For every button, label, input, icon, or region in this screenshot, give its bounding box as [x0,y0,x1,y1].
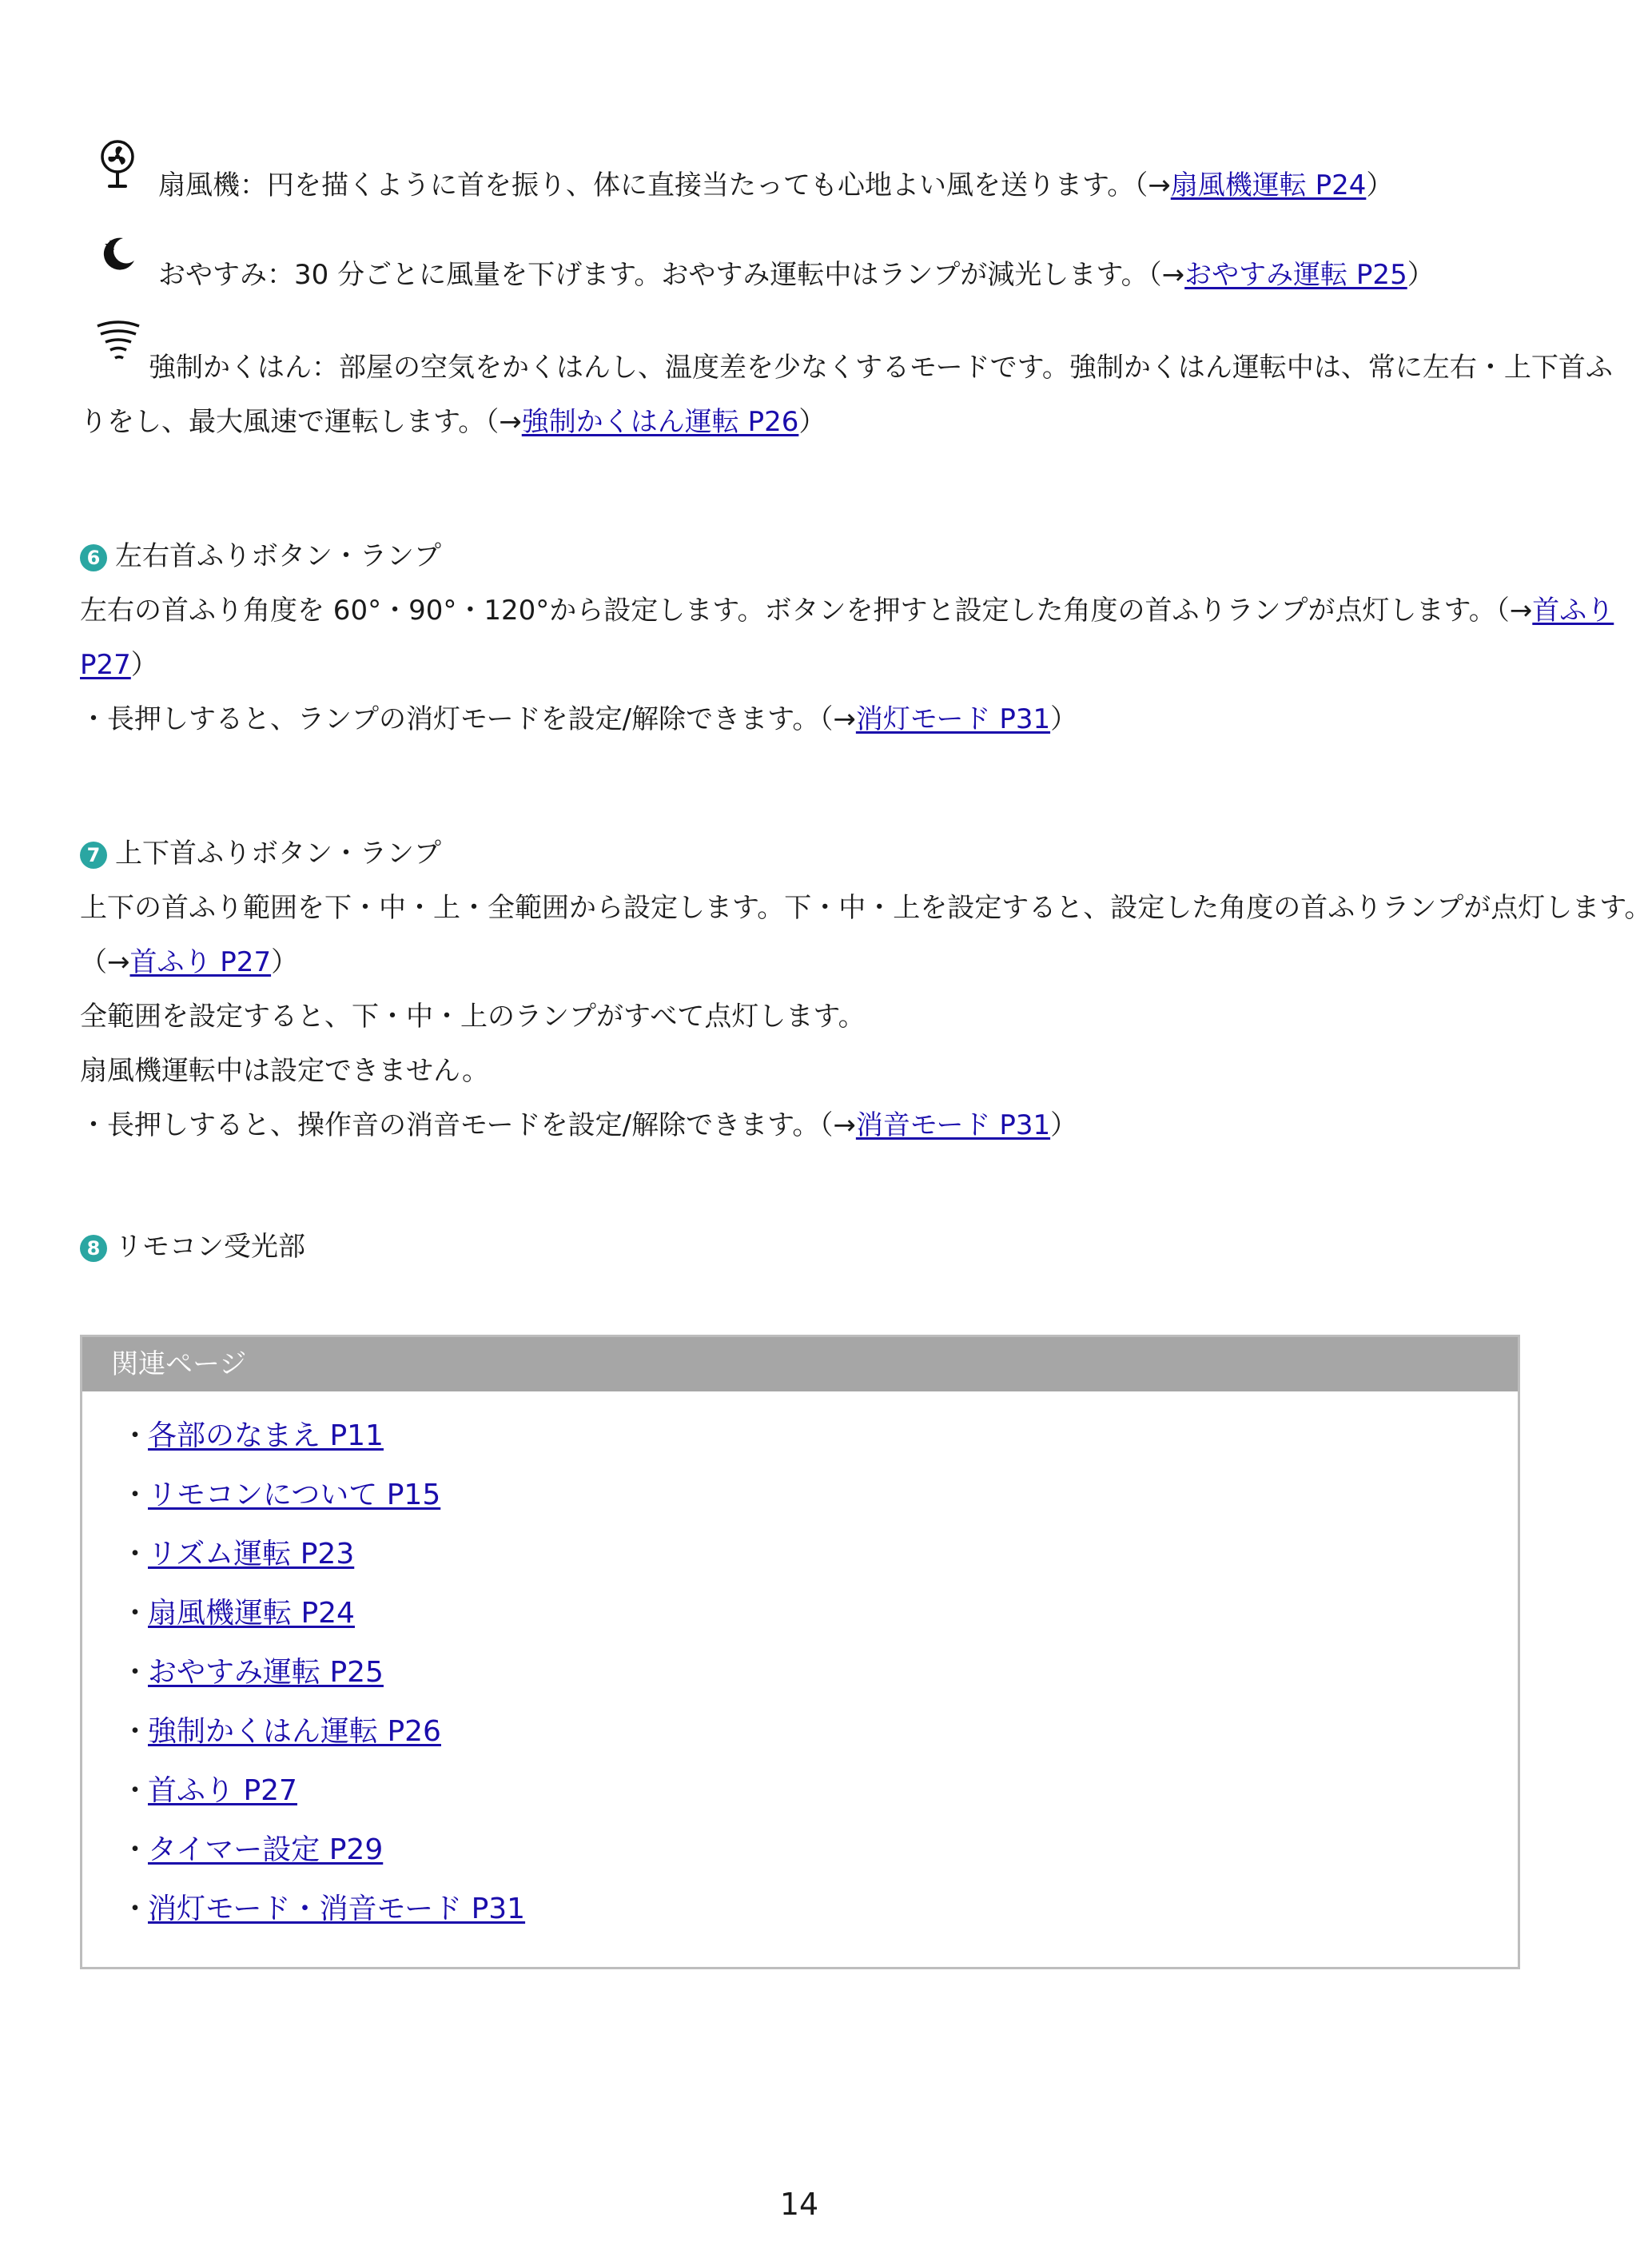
link-swing-p27[interactable]: 首ふり P27 [129,946,272,978]
bullet: ・ [121,1774,150,1807]
link-light-off-mode-p31[interactable]: 消灯モード P31 [855,703,1051,735]
section-7-line1: 上下の首ふり範囲を下・中・上・全範囲から設定します。下・中・上を設定すると、設定した角度の首ふりランプが点灯します。 [80,892,1652,924]
mode-fan-text: 扇風機：円を描くように首を振り、体に直接当たっても心地よい風を送ります。（→ [158,169,1171,201]
section-7-title: 上下首ふりボタン・ランプ [115,838,441,870]
whirlwind-icon [93,320,144,366]
section-8-number-badge: 8 [80,1235,107,1262]
bullet: ・ [121,1893,150,1925]
related-page-item [121,1535,354,1574]
section-7-line5 [80,1106,1077,1144]
section-7-open2: （→ [80,946,130,978]
mode-strong-line1: 強制かくはん：部屋の空気をかくはんし、温度差を少なくするモードです。強制かくはん運転中は、常に左右・上下首ふ [149,352,1613,384]
moon-star-icon [99,233,139,273]
related-page-link[interactable]: 強制かくはん運転 P26 [148,1715,441,1748]
section-7-close5: ） [1050,1109,1078,1141]
related-page-link[interactable]: おやすみ運転 P25 [148,1656,384,1689]
related-page-item [121,1713,441,1751]
bullet: ・ [121,1833,150,1866]
bullet: ・ [121,1597,150,1630]
section-6-heading [80,537,441,575]
related-page-link[interactable]: 各部のなまえ P11 [148,1419,384,1452]
related-page-link[interactable]: リモコンについて P15 [148,1479,441,1511]
related-page-item [121,1594,355,1633]
related-page-item [121,1831,383,1869]
link-mute-mode-p31[interactable]: 消音モード P31 [855,1109,1051,1141]
section-7-line2 [80,943,298,981]
mode-fan-close: ） [1366,169,1394,201]
related-page-item [121,1417,384,1455]
related-pages-header: 関連ページ [82,1337,1518,1391]
related-page-item [121,1476,440,1515]
bullet: ・ [121,1419,150,1452]
mode-strong-text: りをし、最大風速で運転します。（→ [80,406,522,438]
mode-strong-line2 [80,403,826,441]
section-6-text1: 左右の首ふり角度を 60°・90°・120°から設定します。ボタンを押すと設定した角度の首ふりランプが点灯します。（→ [80,595,1533,627]
link-sleep-mode-p25[interactable]: おやすみ運転 P25 [1184,259,1407,291]
section-6-close1: ） [130,649,158,681]
mode-strong-close: ） [798,406,826,438]
related-page-link[interactable]: リズム運転 P23 [148,1538,355,1570]
section-7-text5: ・長押しすると、操作音の消音モードを設定/解除できます。（→ [80,1109,856,1141]
related-page-link[interactable]: タイマー設定 P29 [148,1833,384,1866]
link-swing-p27-part1[interactable]: 首ふり [1532,595,1614,627]
section-6-text2: ・長押しすると、ランプの消灯モードを設定/解除できます。（→ [80,703,856,735]
bullet: ・ [121,1656,150,1689]
section-7-close2: ） [271,946,299,978]
related-page-link[interactable]: 消灯モード・消音モード P31 [148,1893,526,1925]
section-6-line1-cont [80,646,158,684]
section-7-number-badge: 7 [80,842,107,869]
section-6-line2 [80,700,1077,738]
link-swing-p27-part2[interactable]: P27 [80,649,131,681]
section-6-line1 [80,591,1614,630]
link-strong-mode-p26[interactable]: 強制かくはん運転 P26 [521,406,799,438]
desk-fan-icon [98,139,137,192]
page-number: 14 [779,2187,819,2222]
bullet: ・ [121,1715,150,1748]
section-6-title: 左右首ふりボタン・ランプ [115,540,441,572]
bullet: ・ [121,1479,150,1511]
related-page-item [121,1654,384,1692]
section-6-close2: ） [1050,703,1078,735]
section-8-heading [80,1228,305,1266]
related-page-link[interactable]: 扇風機運転 P24 [148,1597,355,1630]
section-6-number-badge: 6 [80,544,107,571]
section-7-line4: 扇風機運転中は設定できません。 [80,1055,490,1087]
related-pages-box [80,1335,1520,1969]
section-7-line3: 全範囲を設定すると、下・中・上のランプがすべて点灯します。 [80,1001,866,1033]
section-8-title: リモコン受光部 [115,1231,305,1263]
related-page-item [121,1772,297,1810]
related-page-link[interactable]: 首ふり P27 [148,1774,297,1807]
link-fan-mode-p24[interactable]: 扇風機運転 P24 [1170,169,1367,201]
bullet: ・ [121,1538,150,1570]
section-7-heading [80,834,441,873]
mode-fan-description [158,166,1393,205]
related-page-item [121,1890,525,1929]
mode-sleep-text: おやすみ：30 分ごとに風量を下げます。おやすみ運転中はランプが減光します。（→ [158,259,1185,291]
mode-sleep-description [158,256,1435,294]
mode-sleep-close: ） [1407,259,1435,291]
